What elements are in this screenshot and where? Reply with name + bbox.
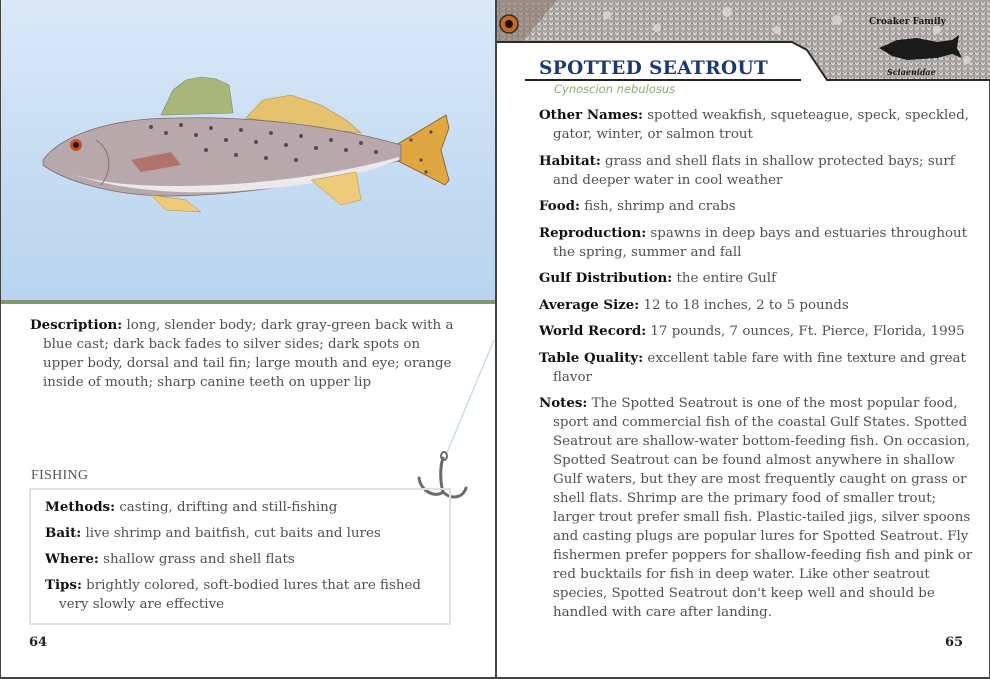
fact-table-quality [539, 349, 979, 387]
fact-text: spotted weakfish, squeteague, speck, speckled, gator, winter, or salmon trout [553, 108, 970, 142]
fishing-hook-icon [381, 340, 496, 510]
fact-gulf-distribution [539, 269, 979, 288]
fact-food [539, 197, 979, 216]
tips-label: Tips: [45, 577, 82, 593]
fishing-heading: FISHING [31, 468, 89, 483]
fishing-box [29, 488, 451, 625]
fact-reproduction [539, 224, 979, 262]
where-text: shallow grass and shell flats [103, 552, 295, 567]
fact-label: Notes: [539, 395, 588, 411]
page-number-right: 65 [945, 635, 964, 650]
fish-illustration [1, 0, 495, 304]
fact-label: Habitat: [539, 152, 601, 169]
where-label: Where: [45, 551, 99, 567]
fact-other-names [539, 106, 979, 144]
fact-label: World Record: [539, 323, 647, 339]
fact-text: 12 to 18 inches, 2 to 5 pounds [643, 297, 849, 313]
description-label: Description: [30, 317, 123, 333]
fact-label: Other Names: [539, 107, 643, 123]
fact-text: grass and shell flats in shallow protected bays; surf and deeper water in cool weather [553, 153, 955, 188]
title-divider [525, 79, 801, 81]
fishing-methods [45, 498, 449, 517]
fishing-bait [45, 524, 449, 543]
fact-average-size [539, 296, 979, 315]
page-title: SPOTTED SEATROUT [539, 58, 769, 79]
tips-text: brightly colored, soft-bodied lures that are fished very slowly are effective [59, 578, 421, 612]
family-common-name: Croaker Family [869, 17, 946, 27]
fact-text: excellent table fare with fine texture and great flavor [553, 350, 966, 385]
right-page [495, 0, 990, 679]
fact-label: Reproduction: [539, 224, 647, 241]
fact-label: Gulf Distribution: [539, 270, 673, 286]
methods-label: Methods: [45, 499, 116, 515]
page-number-left: 64 [29, 635, 48, 650]
description-text: long, slender body; dark gray-green back with a blue cast; dark back fades to silver sides; dark spots on upper body, dorsal and tail fin; large mouth and eye; orange inside of mouth; sharp canine teeth on upper lip [43, 318, 454, 390]
fact-text: spawns in deep bays and estuaries throughout the spring, summer and fall [553, 225, 968, 260]
fact-label: Average Size: [539, 296, 640, 313]
family-scientific-name: Sciaenidae [887, 67, 936, 77]
fishing-tips [45, 576, 449, 614]
bait-label: Bait: [45, 525, 82, 541]
bait-text: live shrimp and baitfish, cut baits and lures [85, 526, 381, 541]
fish-icon [1, 0, 495, 300]
fact-text: the entire Gulf [676, 271, 777, 286]
methods-text: casting, drifting and still-fishing [119, 500, 338, 515]
fact-notes [539, 394, 979, 622]
species-facts [539, 106, 979, 630]
fact-label: Table Quality: [539, 349, 644, 366]
fact-habitat [539, 152, 979, 190]
fact-text: 17 pounds, 7 ounces, Ft. Pierce, Florida, 1995 [650, 324, 965, 339]
fact-label: Food: [539, 198, 580, 214]
fact-text: The Spotted Seatrout is one of the most popular food, sport and commercial fish of the coastal Gulf States. Spotted Seatrout are shallow-water bottom-feeding fish. On occasion, Spotted Seatrout can be found almost anywhere in shallow Gulf waters, but they are most frequently caught on grass or shell flats. Shrimp are the primary food of smaller trout; larger trout prefer small fish. Plastic-tailed jigs, silver spoons and casting plugs are popular lures for Spotted Seatrout. Fly fishermen prefer poppers for shallow-feeding fish and pink or red bucktails for fish in deep water. Like other seatrout species, Spotted Seatrout don't keep well and should be handled with care after landing. [553, 396, 973, 620]
fact-text: fish, shrimp and crabs [584, 199, 736, 214]
scientific-name: Cynoscion nebulosus [554, 82, 676, 96]
fishing-where [45, 550, 449, 569]
fact-world-record [539, 322, 979, 341]
